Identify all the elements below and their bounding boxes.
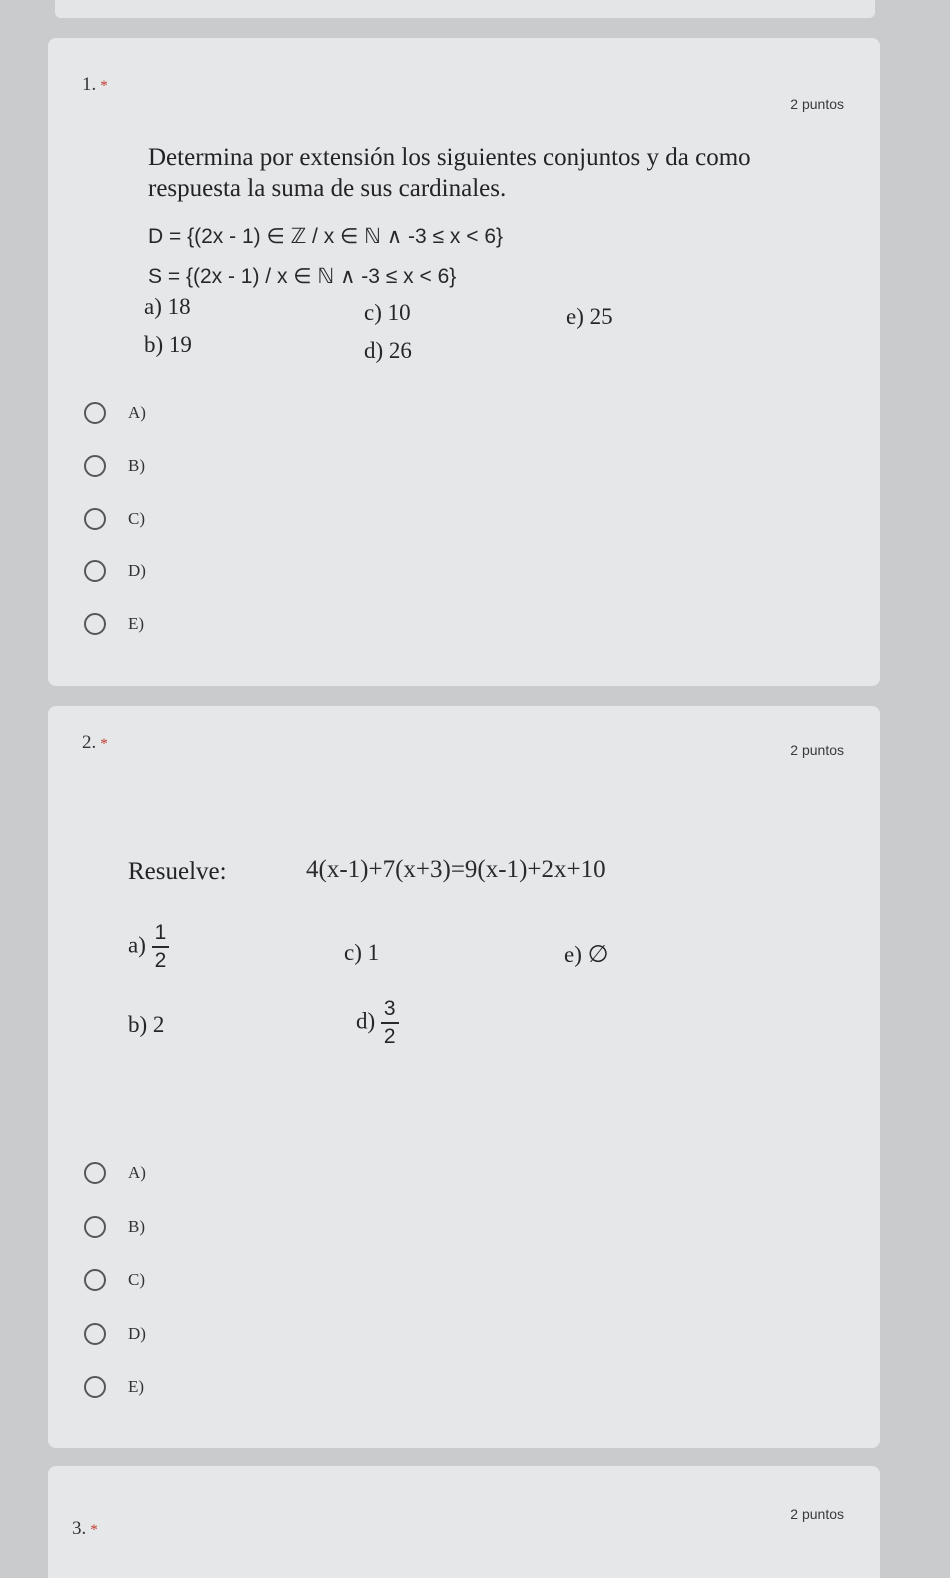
radio-button[interactable]	[84, 1323, 106, 1345]
option-d[interactable]	[84, 1323, 146, 1345]
answer-e: e) 25	[566, 304, 613, 329]
required-asterisk: *	[100, 736, 108, 752]
option-label: A)	[128, 1163, 146, 1182]
option-label: E)	[128, 614, 145, 633]
option-label: A)	[128, 403, 146, 422]
answer-d: d) $\frac{3}{2}$	[356, 998, 399, 1048]
previous-card-edge	[55, 0, 875, 18]
question-prompt: Resuelve:	[128, 858, 227, 885]
option-label: D)	[128, 561, 146, 580]
question-statement: Determina por extensión los siguientes conjuntos y da como respuesta la suma de sus cardinales.	[148, 144, 751, 202]
option-e[interactable]	[84, 1376, 144, 1398]
answer-d: d) 26	[364, 338, 412, 363]
option-label: C)	[128, 1270, 145, 1289]
option-a[interactable]	[84, 402, 146, 424]
question-number: 2. *	[82, 732, 108, 753]
option-e[interactable]	[84, 613, 144, 635]
fraction: $\frac{3}{2}$	[381, 998, 399, 1048]
radio-button[interactable]	[84, 402, 106, 424]
question-card-3	[48, 1466, 880, 1578]
radio-button[interactable]	[84, 1162, 106, 1184]
question-number: 3. *	[72, 1518, 98, 1539]
question-number: 1. *	[82, 74, 108, 95]
answer-a: a) 18	[144, 294, 191, 319]
question-card-1	[48, 38, 880, 686]
required-asterisk: *	[90, 1522, 98, 1538]
empty-set-symbol: ∅	[587, 940, 609, 968]
answer-b: b) 2	[128, 1012, 165, 1037]
answer-c: c) 10	[364, 300, 411, 325]
answer-c: c) 1	[344, 940, 380, 965]
set-s-definition: S = {(2x - 1) / x ∈ ℕ ∧ -3 ≤ x < 6}	[148, 265, 457, 288]
radio-button[interactable]	[84, 613, 106, 635]
points-label: 2 puntos	[790, 1506, 844, 1522]
answer-a: a) $\frac{1}{2}$	[128, 922, 169, 972]
option-b[interactable]	[84, 1216, 145, 1238]
option-a[interactable]	[84, 1162, 146, 1184]
radio-button[interactable]	[84, 508, 106, 530]
option-d[interactable]	[84, 560, 146, 582]
set-d-definition: D = {(2x - 1) ∈ ℤ / x ∈ ℕ ∧ -3 ≤ x < 6}	[148, 225, 504, 248]
points-label: 2 puntos	[790, 742, 844, 758]
radio-button[interactable]	[84, 1376, 106, 1398]
option-label: C)	[128, 509, 145, 528]
question-card-2	[48, 706, 880, 1448]
equation: 4(x-1)+7(x+3)=9(x-1)+2x+10	[306, 856, 606, 883]
points-label: 2 puntos	[790, 96, 844, 112]
option-label: E)	[128, 1377, 145, 1396]
option-label: B)	[128, 456, 145, 475]
radio-button[interactable]	[84, 455, 106, 477]
radio-button[interactable]	[84, 1269, 106, 1291]
option-label: B)	[128, 1217, 145, 1236]
option-label: D)	[128, 1324, 146, 1343]
option-b[interactable]	[84, 455, 145, 477]
answer-e: e) ∅	[564, 940, 609, 968]
fraction: $\frac{1}{2}$	[152, 922, 170, 972]
option-c[interactable]	[84, 1269, 145, 1291]
radio-button[interactable]	[84, 560, 106, 582]
required-asterisk: *	[100, 78, 108, 94]
answer-b: b) 19	[144, 332, 192, 357]
option-c[interactable]	[84, 508, 145, 530]
radio-button[interactable]	[84, 1216, 106, 1238]
